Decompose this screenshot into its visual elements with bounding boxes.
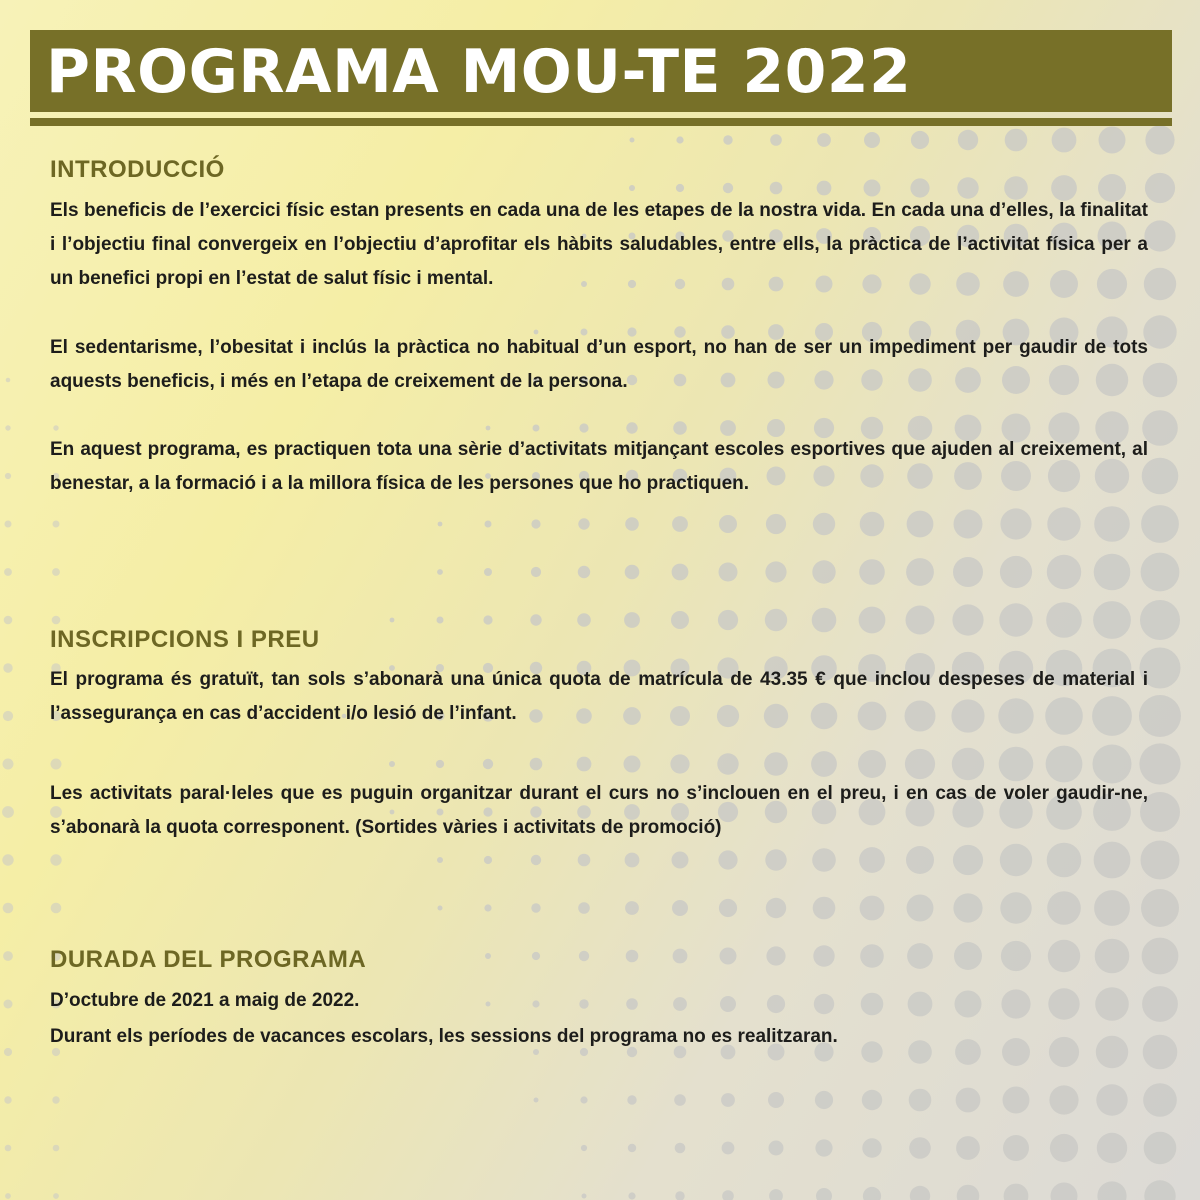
halftone-dot xyxy=(1047,555,1081,589)
page-title: PROGRAMA MOU-TE 2022 xyxy=(46,37,912,107)
halftone-dot xyxy=(813,513,835,535)
halftone-dot xyxy=(721,1093,735,1107)
halftone-dot xyxy=(4,616,13,625)
halftone-dot xyxy=(531,519,540,528)
halftone-dot xyxy=(764,752,788,776)
halftone-dot xyxy=(4,1000,13,1009)
halftone-dot xyxy=(4,568,12,576)
halftone-dot xyxy=(579,951,589,961)
halftone-dot xyxy=(1000,508,1031,539)
halftone-dot xyxy=(531,855,541,865)
halftone-dot xyxy=(672,852,689,869)
halftone-dot xyxy=(1142,938,1179,975)
halftone-dot xyxy=(952,748,984,780)
halftone-dot xyxy=(859,607,886,634)
halftone-dot xyxy=(438,522,443,527)
halftone-dot xyxy=(1145,125,1174,154)
halftone-dot xyxy=(723,183,733,193)
halftone-dot xyxy=(1000,844,1032,876)
halftone-dot xyxy=(862,1090,882,1110)
halftone-dot xyxy=(484,568,492,576)
halftone-dot xyxy=(1094,890,1130,926)
halftone-dot xyxy=(675,1191,684,1200)
halftone-dot xyxy=(813,945,834,966)
halftone-dot xyxy=(2,806,14,818)
halftone-dot xyxy=(5,521,12,528)
halftone-dot xyxy=(910,1186,930,1200)
halftone-dot xyxy=(437,617,444,624)
halftone-dot xyxy=(860,896,885,921)
halftone-dot xyxy=(624,612,640,628)
halftone-dot xyxy=(816,1188,832,1200)
halftone-dot xyxy=(5,1145,12,1152)
halftone-dot xyxy=(859,847,885,873)
halftone-dot xyxy=(907,895,934,922)
halftone-dot xyxy=(1047,843,1082,878)
section-heading-introduccio: INTRODUCCIÓ xyxy=(50,156,225,183)
halftone-dot xyxy=(52,568,60,576)
halftone-dot xyxy=(485,953,491,959)
halftone-dot xyxy=(1097,1133,1127,1163)
title-underline xyxy=(30,118,1172,126)
halftone-dot xyxy=(812,848,836,872)
halftone-dot xyxy=(53,1145,60,1152)
halftone-dot xyxy=(1144,1132,1177,1165)
halftone-dot xyxy=(1094,842,1131,879)
halftone-dot xyxy=(4,1048,12,1056)
halftone-dot xyxy=(390,618,395,623)
halftone-dot xyxy=(905,749,935,779)
halftone-dot xyxy=(1048,940,1080,972)
halftone-dot xyxy=(906,558,934,586)
halftone-dot xyxy=(765,561,786,582)
halftone-dot xyxy=(3,903,14,914)
halftone-dot xyxy=(676,136,683,143)
halftone-dot xyxy=(1141,553,1180,592)
halftone-dot xyxy=(53,521,60,528)
halftone-dot xyxy=(766,946,785,965)
halftone-dot xyxy=(765,849,786,870)
halftone-dot xyxy=(485,521,492,528)
halftone-dot xyxy=(815,1139,832,1156)
halftone-dot xyxy=(630,138,635,143)
halftone-dot xyxy=(676,184,684,192)
halftone-dot xyxy=(812,560,835,583)
halftone-dot xyxy=(1144,220,1175,251)
halftone-dot xyxy=(817,133,831,147)
halftone-dot xyxy=(909,1137,931,1159)
halftone-dot xyxy=(859,559,885,585)
halftone-dot xyxy=(50,854,61,865)
halftone-dot xyxy=(907,511,934,538)
halftone-dot xyxy=(953,557,983,587)
halftone-dot xyxy=(578,566,590,578)
halftone-dot xyxy=(720,948,737,965)
halftone-dot xyxy=(578,854,591,867)
halftone-dot xyxy=(578,902,590,914)
halftone-dot xyxy=(719,515,737,533)
halftone-dot xyxy=(909,1089,932,1112)
halftone-dot xyxy=(1145,173,1175,203)
halftone-dot xyxy=(1097,1181,1126,1200)
halftone-dot xyxy=(815,1091,833,1109)
halftone-dot xyxy=(672,564,689,581)
halftone-dot xyxy=(625,565,640,580)
halftone-dot xyxy=(534,1098,539,1103)
halftone-dot xyxy=(860,944,884,968)
halftone-dot xyxy=(3,663,12,672)
halftone-dot xyxy=(954,510,983,539)
halftone-dot xyxy=(956,1136,980,1160)
halftone-dot xyxy=(577,757,592,772)
halftone-dot xyxy=(436,760,444,768)
duration-line-2: Durant els períodes de vacances escolars, les sessions del programa no es realitzaran. xyxy=(50,1026,838,1047)
halftone-dot xyxy=(52,616,61,625)
halftone-dot xyxy=(437,569,443,575)
halftone-dot xyxy=(718,850,737,869)
halftone-dot xyxy=(813,897,836,920)
halftone-dot xyxy=(1094,554,1131,591)
halftone-dot xyxy=(1004,1184,1029,1200)
halftone-dot xyxy=(625,517,639,531)
halftone-dot xyxy=(625,901,639,915)
title-banner xyxy=(30,30,1172,112)
halftone-dot xyxy=(675,1143,686,1154)
halftone-dot xyxy=(580,1096,587,1103)
halftone-dot xyxy=(530,758,543,771)
halftone-dot xyxy=(1003,1087,1030,1114)
halftone-dot xyxy=(953,893,982,922)
inscriptions-paragraph-1: El programa és gratuït, tan sols s’abonarà una única quota de matrícula de 43.35 € que inclou despeses de material i l’assegurança en cas d’accident i/o lesió de l’infant. xyxy=(50,669,1148,724)
halftone-dot xyxy=(674,1094,686,1106)
halftone-dot xyxy=(906,846,934,874)
halftone-dot xyxy=(722,1190,734,1200)
inscriptions-paragraph-2: Les activitats paral·leles que es puguin organitzar durant el curs no s’inclouen en el preu, i en cas de voler gaudir-ne, s’abonarà la quota corresponent. (Sortides vàries i activitats de promoció) xyxy=(50,783,1148,838)
halftone-dot xyxy=(483,759,493,769)
halftone-dot xyxy=(52,1096,59,1103)
halftone-dot xyxy=(581,1145,587,1151)
halftone-dot xyxy=(1050,1134,1078,1162)
halftone-dot xyxy=(1051,1183,1078,1200)
halftone-dot xyxy=(51,903,62,914)
halftone-dot xyxy=(1047,891,1081,925)
halftone-dot xyxy=(766,898,786,918)
halftone-dot xyxy=(51,759,62,770)
halftone-dot xyxy=(1000,892,1031,923)
halftone-dot xyxy=(672,516,688,532)
halftone-dot xyxy=(437,857,443,863)
halftone-dot xyxy=(1003,1135,1029,1161)
halftone-dot xyxy=(1143,1083,1177,1117)
halftone-dot xyxy=(718,610,738,630)
halftone-dot xyxy=(531,903,540,912)
halftone-dot xyxy=(5,1193,11,1199)
halftone-dot xyxy=(625,853,640,868)
halftone-dot xyxy=(6,378,11,383)
halftone-dot xyxy=(906,606,935,635)
halftone-dot xyxy=(719,563,738,582)
halftone-dot xyxy=(1144,268,1176,300)
halftone-dot xyxy=(670,754,689,773)
halftone-dot xyxy=(1141,841,1180,880)
halftone-dot xyxy=(1095,939,1130,974)
halftone-dot xyxy=(533,425,540,432)
halftone-dot xyxy=(582,1194,587,1199)
halftone-dot xyxy=(1001,941,1031,971)
halftone-dot xyxy=(954,942,982,970)
halftone-dot xyxy=(1140,600,1180,640)
halftone-dot xyxy=(1141,505,1179,543)
halftone-dot xyxy=(1000,556,1032,588)
halftone-dot xyxy=(1141,889,1179,927)
halftone-dot xyxy=(1143,315,1176,348)
halftone-dot xyxy=(722,1142,735,1155)
halftone-dot xyxy=(769,1141,784,1156)
halftone-dot xyxy=(578,518,589,529)
halftone-dot xyxy=(717,753,738,774)
halftone-dot xyxy=(811,751,837,777)
halftone-dot xyxy=(624,756,641,773)
halftone-dot xyxy=(958,130,978,150)
halftone-dot xyxy=(486,426,491,431)
halftone-dot xyxy=(1094,506,1130,542)
halftone-dot xyxy=(765,609,787,631)
halftone-dot xyxy=(628,1144,636,1152)
halftone-dot xyxy=(812,608,837,633)
halftone-dot xyxy=(1049,1085,1078,1114)
halftone-dot xyxy=(577,613,591,627)
halftone-dot xyxy=(1099,127,1126,154)
halftone-dot xyxy=(438,906,443,911)
halftone-dot xyxy=(5,473,11,479)
intro-paragraph-2: El sedentarisme, l’obesitat i inclús la pràctica no habitual d’un esport, no han de ser un impediment per gaudir de tots aquests beneficis, i més en l’etapa de creixement de la persona. xyxy=(50,337,1148,392)
halftone-dot xyxy=(1093,601,1131,639)
halftone-dot xyxy=(952,604,983,635)
halftone-dot xyxy=(907,943,933,969)
duration-line-1: D’octubre de 2021 a maig de 2022. xyxy=(50,990,360,1011)
halftone-dot xyxy=(484,856,492,864)
halftone-dot xyxy=(4,1096,11,1103)
halftone-dot xyxy=(770,182,783,195)
halftone-dot xyxy=(3,711,13,721)
halftone-dot xyxy=(5,425,10,430)
halftone-dot xyxy=(628,1192,635,1199)
halftone-dot xyxy=(860,512,885,537)
intro-paragraph-3: En aquest programa, es practiquen tota una sèrie d’activitats mitjançant escoles esportives que ajuden al creixement, al benestar, a la formació i a la millora física de les persones que ho practiquen. xyxy=(50,439,1148,494)
halftone-dot xyxy=(3,951,13,961)
intro-paragraph-1: Els beneficis de l’exercici físic estan presents en cada una de les etapes de la nostra vida. En cada una d’elles, la finalitat i l’objectiu final convergeix en l’objectiu d’aprofitar els hàbits saludables, entre ells, la pràctica de l’activitat física per a un benefici propi en l’estat de salut físic i mental. xyxy=(50,200,1148,289)
halftone-dot xyxy=(671,611,689,629)
halftone-dot xyxy=(1046,602,1082,638)
halftone-dot xyxy=(863,1187,881,1200)
halftone-dot xyxy=(957,1185,980,1200)
halftone-dot xyxy=(1144,1180,1175,1200)
halftone-dot xyxy=(956,1088,981,1113)
halftone-dot xyxy=(53,1193,59,1199)
halftone-dot xyxy=(1047,507,1080,540)
halftone-dot xyxy=(484,904,491,911)
halftone-dot xyxy=(672,900,688,916)
section-heading-inscripcions: INSCRIPCIONS I PREU xyxy=(50,626,320,653)
halftone-dot xyxy=(3,759,14,770)
halftone-dot xyxy=(53,425,58,430)
halftone-dot xyxy=(626,422,637,433)
halftone-dot xyxy=(864,132,880,148)
halftone-dot xyxy=(911,131,929,149)
halftone-dot xyxy=(626,950,639,963)
halftone-dot xyxy=(579,423,588,432)
halftone-dot xyxy=(629,185,635,191)
halftone-dot xyxy=(769,1189,783,1200)
halftone-dot xyxy=(862,1138,881,1157)
section-heading-durada: DURADA DEL PROGRAMA xyxy=(50,946,367,973)
halftone-dot xyxy=(953,845,983,875)
halftone-dot xyxy=(389,761,395,767)
halftone-dot xyxy=(723,135,732,144)
halftone-dot xyxy=(1005,129,1028,152)
halftone-dot xyxy=(627,1095,636,1104)
halftone-dot xyxy=(770,134,782,146)
halftone-dot xyxy=(719,899,737,917)
halftone-dot xyxy=(1096,1084,1127,1115)
halftone-dot xyxy=(766,514,786,534)
halftone-dot xyxy=(531,567,541,577)
halftone-dot xyxy=(483,615,492,624)
halftone-dot xyxy=(768,1092,784,1108)
halftone-dot xyxy=(999,603,1032,636)
halftone-dot xyxy=(1052,128,1077,153)
halftone-dot xyxy=(2,854,13,865)
halftone-dot xyxy=(530,614,541,625)
halftone-dot xyxy=(858,750,886,778)
halftone-dot xyxy=(532,952,540,960)
halftone-dot xyxy=(673,949,688,964)
